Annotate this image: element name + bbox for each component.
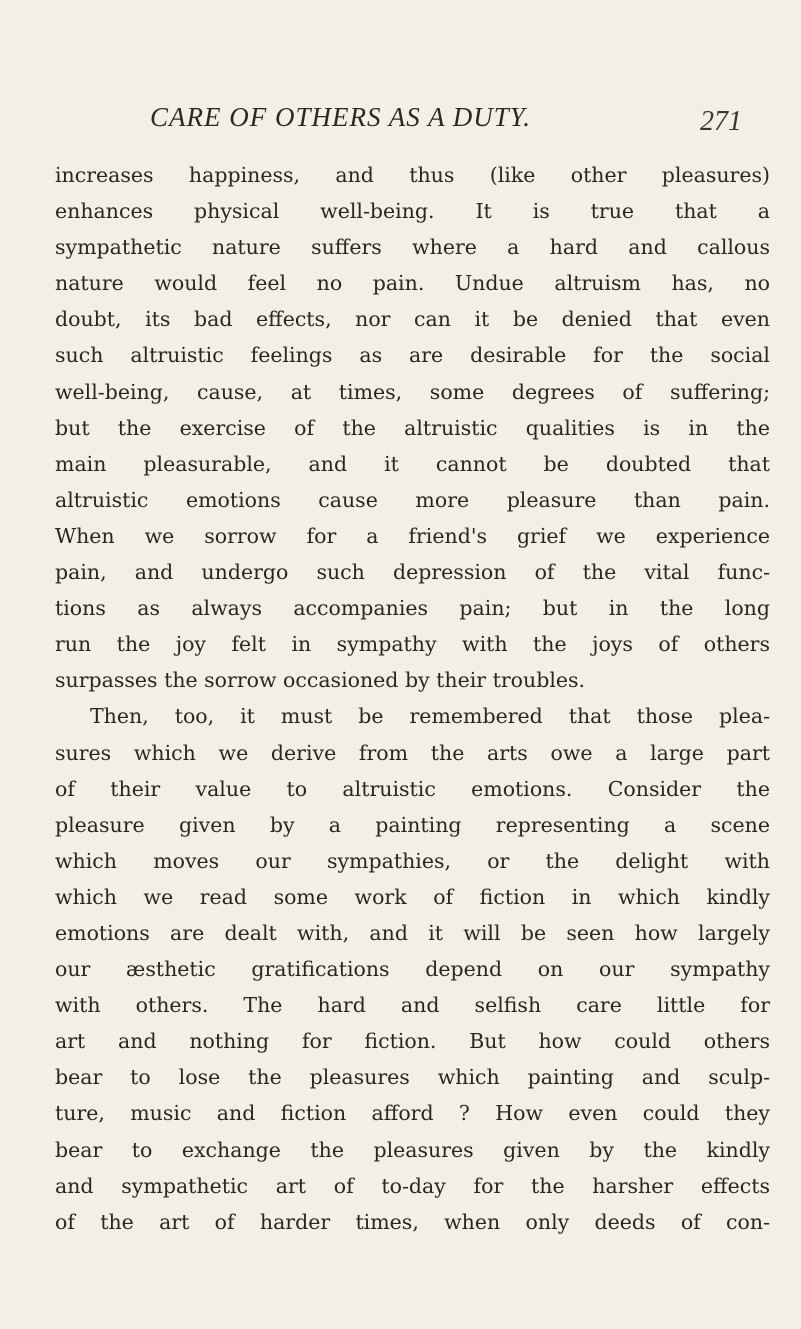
text-line: doubt, its bad effects, nor can it be denied that even — [55, 307, 770, 332]
text-line: bear to lose the pleasures which painting and sculp- — [55, 1065, 770, 1090]
text-line: main pleasurable, and it cannot be doubted that — [55, 451, 770, 476]
text-line: increases happiness, and thus (like other pleasures) — [55, 163, 770, 187]
text-line: tions as always accompanies pain; but in the long — [55, 596, 770, 621]
text-line: nature would feel no pain. Undue altruism has, no — [55, 271, 770, 296]
text-line: which moves our sympathies, or the delight with — [55, 848, 770, 873]
text-line: of the art of harder times, when only deeds of con- — [55, 1209, 770, 1234]
text-line: bear to exchange the pleasures given by the kindly — [55, 1137, 770, 1162]
page-number: 271 — [700, 106, 742, 137]
text-line: Then, too, it must be remembered that those plea- — [90, 704, 770, 729]
text-line: of their value to altruistic emotions. Consider the — [55, 776, 770, 801]
text-line: but the exercise of the altruistic qualities is in the — [55, 415, 770, 440]
text-line: such altruistic feelings as are desirable for the social — [55, 343, 770, 368]
text-line: enhances physical well-being. It is true that a — [55, 199, 770, 224]
text-line: and sympathetic art of to-day for the harsher effects — [55, 1173, 770, 1198]
text-line: surpasses the sorrow occasioned by their troubles. — [55, 668, 586, 693]
text-line: which we read some work of fiction in which kindly — [55, 884, 770, 909]
text-line: with others. The hard and selfish care little for — [55, 993, 770, 1018]
text-line: sympathetic nature suffers where a hard and callous — [55, 235, 770, 260]
text-line: altruistic emotions cause more pleasure than pain. — [55, 487, 770, 512]
running-head: CARE OF OTHERS AS A DUTY. — [150, 102, 532, 132]
text-line: When we sorrow for a friend's grief we experience — [55, 523, 770, 548]
text-line: sures which we derive from the arts owe a large part — [55, 740, 770, 765]
text-line: pain, and undergo such depression of the vital func- — [55, 560, 770, 585]
text-line: ture, music and fiction afford ? How even could they — [55, 1101, 770, 1126]
text-line: emotions are dealt with, and it will be seen how largely — [55, 920, 770, 945]
text-line: our æsthetic gratifications depend on our sympathy — [55, 957, 770, 982]
text-line: art and nothing for fiction. But how could others — [55, 1029, 770, 1054]
text-line: pleasure given by a painting representing a scene — [55, 812, 770, 837]
body-text — [55, 157, 770, 1240]
text-line: well-being, cause, at times, some degrees of suffering; — [55, 379, 770, 404]
text-line: run the joy felt in sympathy with the joys of others — [55, 632, 770, 657]
